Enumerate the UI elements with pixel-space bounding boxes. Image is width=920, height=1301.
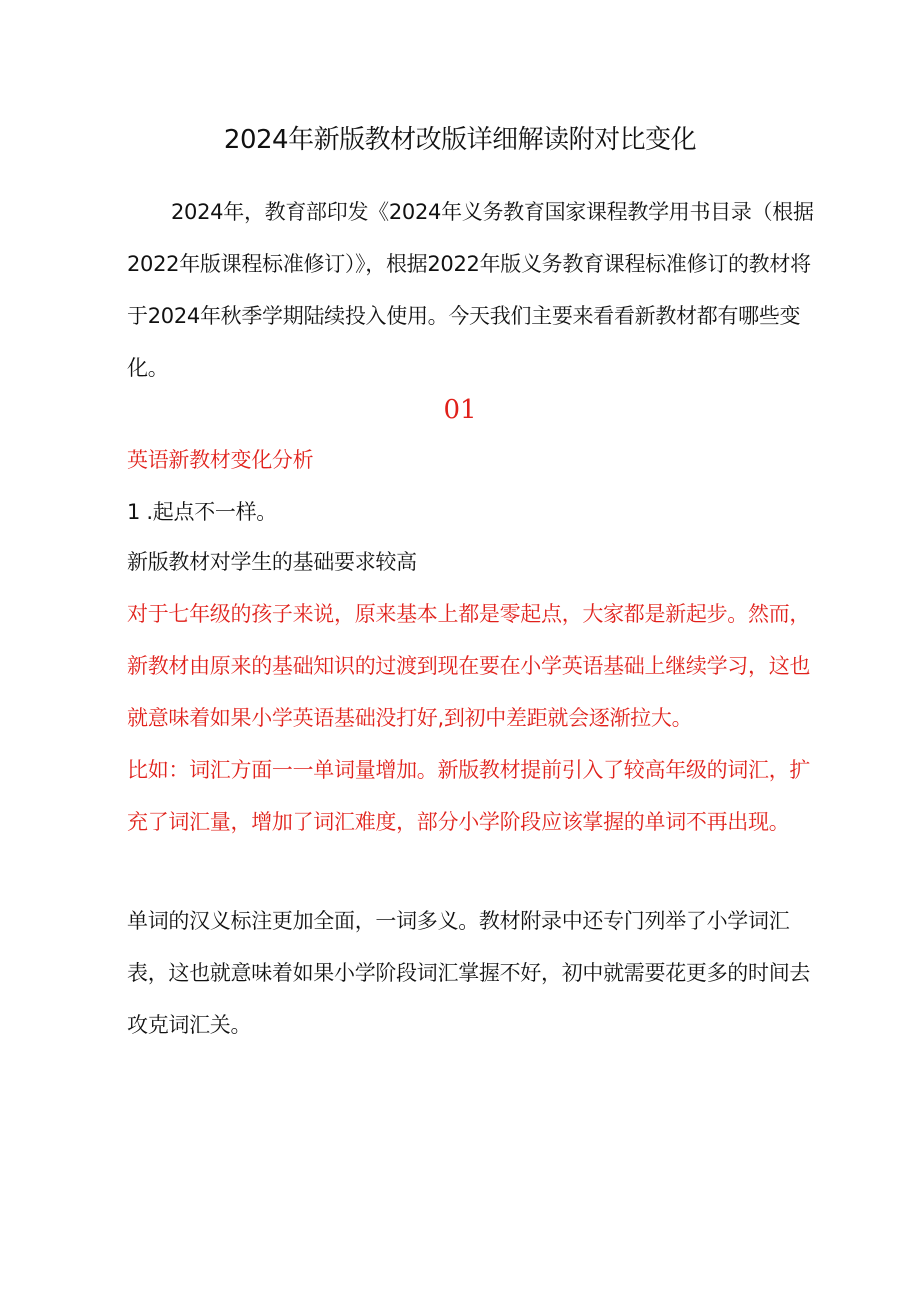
section-heading: 英语新教材变化分析: [127, 448, 314, 472]
section-number: 01: [443, 395, 477, 425]
document-title: 2024年新版教材改版详细解读附对比变化: [223, 125, 697, 155]
point-one: 1 .起点不一样。: [127, 500, 278, 524]
intro-paragraph: 2024年，教育部印发《2024年义务教育国家课程教学用书目录（根据2022年版课程标准修订）》，根据2022年版义务教育课程标准修订的教材将于2024年秋季学期陆续投入使用。今天我们主要来看看新教材都有哪些变化。: [127, 200, 814, 380]
red-paragraph-two: 比如：词汇方面一一单词量增加。新版教材提前引入了较高年级的词汇，扩充了词汇量，增加了词汇难度，部分小学阶段应该掌握的单词不再出现。: [127, 758, 811, 834]
subheading: 新版教材对学生的基础要求较高: [127, 550, 417, 574]
red-paragraph-one: 对于七年级的孩子来说，原来基本上都是零起点，大家都是新起步。然而，新教材由原来的基础知识的过渡到现在要在小学英语基础上继续学习，这也就意味着如果小学英语基础没打好,到初中差距就会逐渐拉大。: [127, 602, 811, 730]
body-paragraph: 单词的汉义标注更加全面，一词多义。教材附录中还专门列举了小学词汇表，这也就意味着如果小学阶段词汇掌握不好，初中就需要花更多的时间去攻克词汇关。: [127, 909, 811, 1037]
